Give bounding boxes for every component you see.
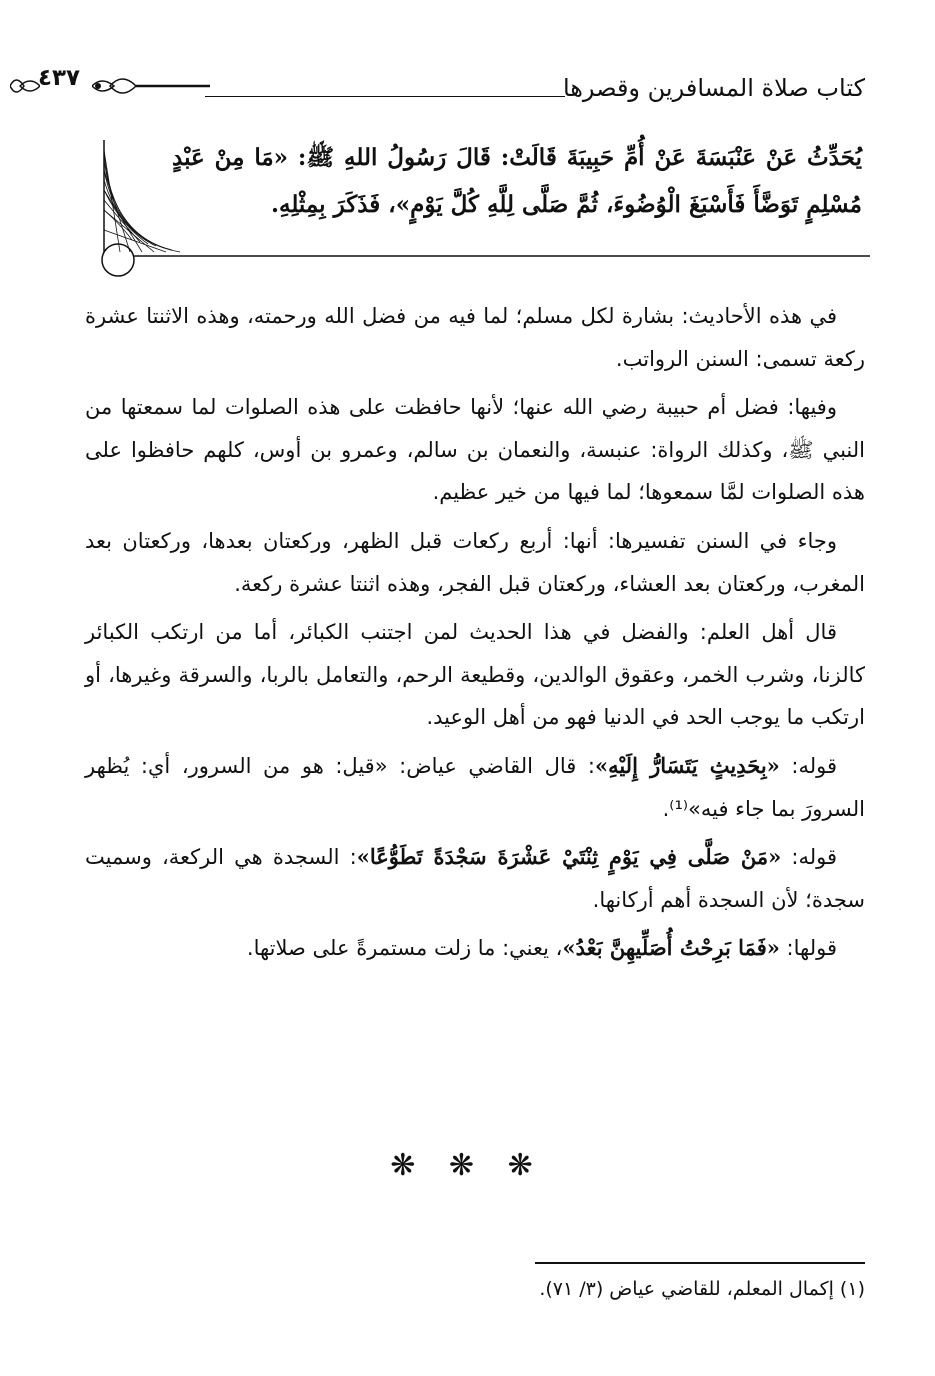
paragraph-quote-3 xyxy=(85,927,865,970)
quoted-phrase: «بِحَدِيثٍ يَتَسَارُّ إِلَيْهِ» xyxy=(594,752,780,778)
footnote-rule xyxy=(535,1262,865,1264)
paragraph-quote-1 xyxy=(85,745,865,830)
hadith-frame-box xyxy=(100,130,870,280)
paragraph-virtue: في هذه الأحاديث: بشارة لكل مسلم؛ لما فيه من فضل الله ورحمته، وهذه الاثنتا عشرة ركعة تسمى: السنن الرواتب. xyxy=(85,304,865,371)
paragraph-scholars: قال أهل العلم: والفضل في هذا الحديث لمن اجتنب الكبائر، أما من ارتكب الكبائر كالزنا، وشرب الخمر، وعقوق الوالدين، وقطيعة الرحم، والتعامل بالربا، والسرقة وغيرها، أو ارتكب ما يوجب الحد في الدنيا فهو من أهل الوعيد. xyxy=(85,620,865,730)
quote-comment: ، يعني: ما زلت مستمرةً على صلاتها. xyxy=(246,936,563,961)
page-header xyxy=(0,58,935,118)
paragraph-sunan-explanation: وجاء في السنن تفسيرها: أنها: أربع ركعات قبل الظهر، وركعتان بعدها، وركعتان بعد المغرب، وركعتان بعد العشاء، وركعتان قبل الفجر، وهذه اثنتا عشرة ركعة. xyxy=(85,528,865,596)
header-rule xyxy=(205,96,565,97)
paragraph-umm-habiba: وفيها: فضل أم حبيبة رضي الله عنها؛ لأنها حافظت على هذه الصلوات لما سمعتها من النبي ﷺ، وكذلك الرواة: عنبسة، والنعمان بن سالم، وعمرو بن أوس، كلهم حافظوا على هذه الصلوات لمَّا سمعوها؛ لما فيها من خير عظيم. xyxy=(85,395,865,505)
quote-prefix: قوله: xyxy=(779,753,838,778)
quote-comment: : السجدة هي الركعة، وسميت سجدة؛ لأن السجدة أهم أركانها. xyxy=(85,845,865,912)
page-number-ornament xyxy=(92,66,210,106)
quoted-phrase: «فَمَا بَرِحْتُ أُصَلِّيهِنَّ بَعْدُ» xyxy=(562,935,780,961)
running-title: كتاب صلاة المسافرين وقصرها xyxy=(562,74,865,102)
body-text xyxy=(85,295,865,976)
footnote: (١) إكمال المعلم، للقاضي عياض (٣/ ٧١). xyxy=(539,1278,865,1300)
quote-prefix: قولها: xyxy=(779,936,837,961)
quoted-phrase: «مَنْ صَلَّى فِي يَوْمٍ ثِنْتَيْ عَشْرَةَ سَجْدَةً تَطَوُّعًا» xyxy=(356,844,782,870)
paragraph-quote-2 xyxy=(85,836,865,921)
section-separator: ❋ ❋ ❋ xyxy=(390,1148,545,1183)
quote-prefix: قوله: xyxy=(781,845,837,870)
hadith-text: يُحَدِّثُ عَنْ عَنْبَسَةَ عَنْ أُمِّ حَبِيبَةَ قَالَتْ: قَالَ رَسُولُ اللهِ ﷺ: «مَا مِنْ عَبْدٍ مُسْلِمٍ تَوَضَّأَ فَأَسْبَغَ الْوُضُوءَ، ثُمَّ صَلَّى لِلَّهِ كُلَّ يَوْمٍ»، فَذَكَرَ بِمِثْلِهِ. xyxy=(172,144,862,218)
page-number: ٤٣٧ xyxy=(37,65,81,91)
quote-comment: : قال القاضي عياض: «قيل: هو من السرور، أي: يُظهر السرورَ بما جاء فيه»⁽¹⁾. xyxy=(85,753,865,821)
